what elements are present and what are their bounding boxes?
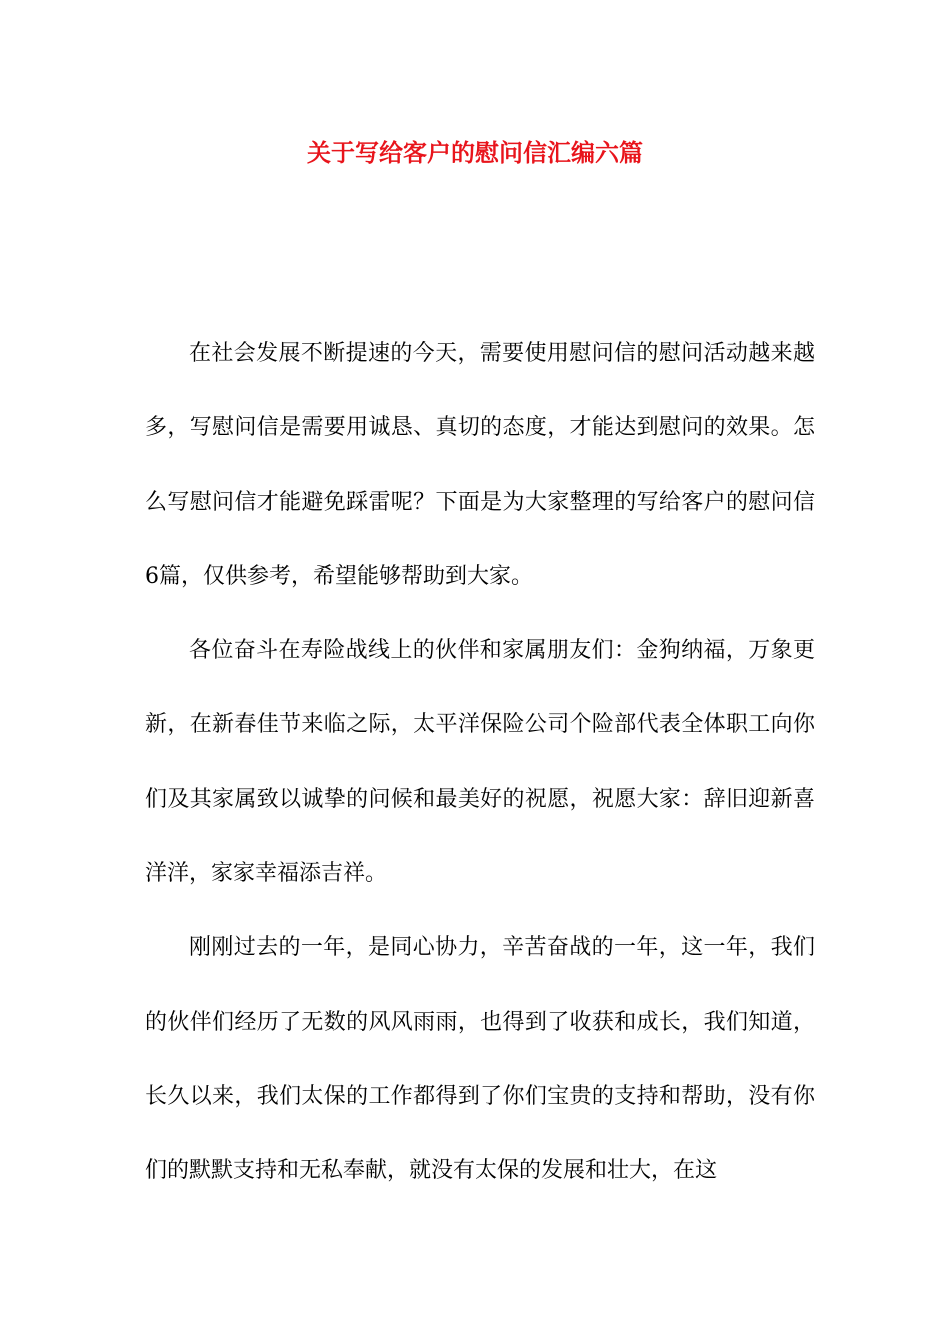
paragraph-3: 刚刚过去的一年，是同心协力，辛苦奋战的一年，这一年，我们的伙伴们经历了无数的风风雨雨，也得到了收获和成长，我们知道，长久以来，我们太保的工作都得到了你们宝贵的支持和帮助，没有你们的默默支持和无私奉献，就没有太保的发展和壮大，在这 [145, 935, 815, 1184]
document-title: 关于写给客户的慰问信汇编六篇 [307, 138, 643, 167]
paragraph-1: 在社会发展不断提速的今天，需要使用慰问信的慰问活动越来越多，写慰问信是需要用诚恳、真切的态度，才能达到慰问的效果。怎么写慰问信才能避免踩雷呢？下面是为大家整理的写给客户的慰问信6篇，仅供参考，希望能够帮助到大家。 [145, 341, 815, 589]
document-body [145, 317, 815, 1209]
paragraph-2: 各位奋斗在寿险战线上的伙伴和家属朋友们：金狗纳福，万象更新，在新春佳节来临之际，太平洋保险公司个险部代表全体职工向你们及其家属致以诚挚的问候和最美好的祝愿，祝愿大家：辞旧迎新喜洋洋，家家幸福添吉祥。 [145, 638, 815, 887]
